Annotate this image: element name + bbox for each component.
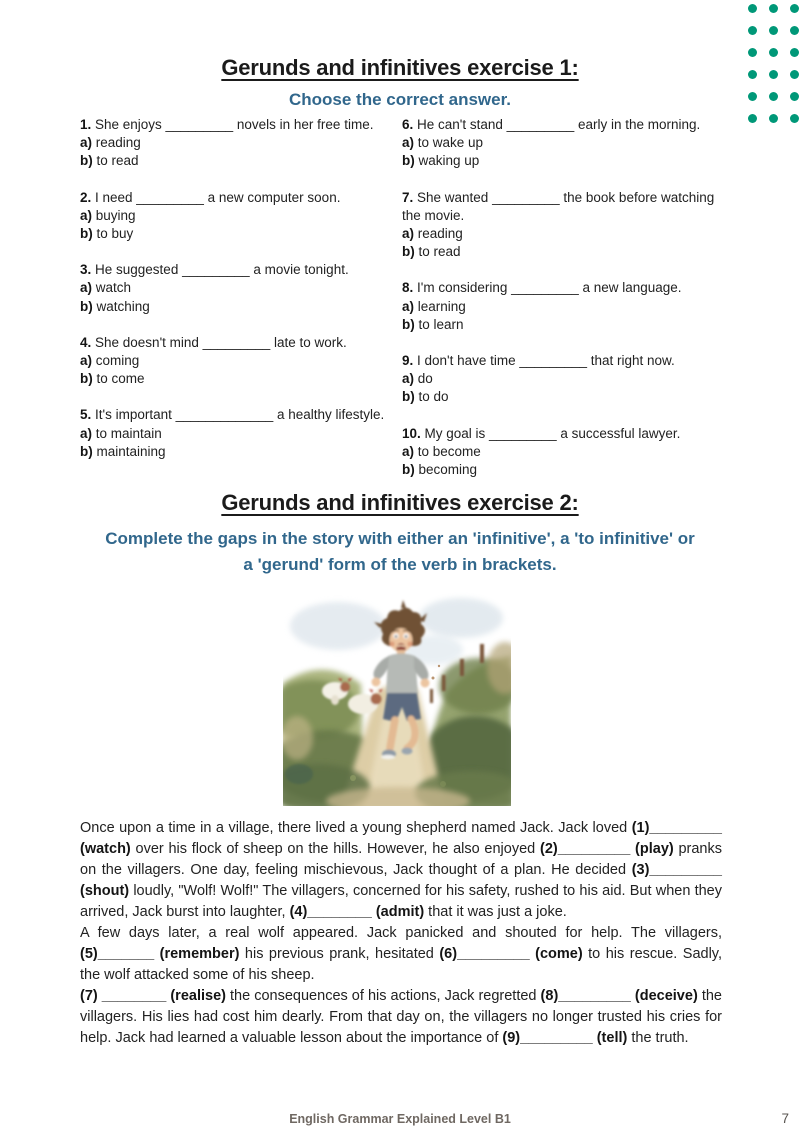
question-line: a) learning: [402, 298, 466, 314]
dot-icon: [769, 4, 778, 13]
question-line: 1. She enjoys _________ novels in her free time.: [80, 117, 374, 132]
question-block: [402, 352, 736, 407]
question-line: a) to maintain: [80, 425, 162, 441]
question-line: b) waking up: [402, 153, 480, 169]
dot-icon: [790, 26, 799, 35]
question-block: [80, 116, 402, 171]
questions-column-right: [402, 116, 736, 497]
story-paragraph: (7) ________ (realise) the consequences of his actions, Jack regretted (8)_________ (deceive) the villagers. His lies had cost him dearly. From that day on, the villagers no longer trusted his cries for help. Jack had learned a valuable lesson about the importance of (9)_________ (tell) the truth.: [80, 988, 722, 1046]
dot-icon: [769, 26, 778, 35]
story-paragraph: A few days later, a real wolf appeared. Jack panicked and shouted for help. The villagers, (5)_______ (remember) his previous prank, hesitated (6)_________ (come) to his rescue. Sadly, the wolf attacked some of his sheep.: [80, 925, 722, 983]
question-block: [80, 261, 402, 316]
question-block: [80, 406, 402, 461]
question-line: 6. He can't stand _________ early in the morning.: [402, 117, 701, 132]
question-block: [402, 279, 736, 334]
question-line: b) to come: [80, 371, 145, 387]
dot-icon: [790, 4, 799, 13]
exercise2-subtitle: Complete the gaps in the story with either an 'infinitive', a 'to infinitive' or a 'gerund' form of the verb in brackets.: [105, 529, 695, 574]
footer-title: English Grammar Explained Level B1: [289, 1112, 511, 1126]
dot-icon: [748, 114, 757, 123]
question-line: 2. I need _________ a new computer soon.: [80, 189, 341, 205]
page-number: 7: [781, 1111, 789, 1126]
question-line: 7. She wanted _________ the book before watching the movie.: [402, 189, 715, 223]
question-line: a) to become: [402, 443, 481, 459]
question-block: [80, 189, 402, 244]
question-line: b) watching: [80, 298, 150, 314]
question-line: a) to wake up: [402, 135, 484, 151]
story-illustration: [283, 588, 511, 806]
question-line: b) maintaining: [80, 443, 166, 459]
exercise1-title: Gerunds and infinitives exercise 1:: [221, 55, 579, 80]
question-block: [402, 425, 736, 480]
question-line: a) buying: [80, 207, 136, 223]
question-line: a) watch: [80, 280, 132, 296]
story-paragraph: Once upon a time in a village, there lived a young shepherd named Jack. Jack loved (1)_________ (watch) over his flock of sheep on the hills. However, he also enjoyed (2)_________ (play) pranks on the villagers. One day, feeling mischievous, Jack thought of a plan. He decided (3)_________ (shout) loudly, "Wolf! Wolf!" The villagers, concerned for his safety, rushed to his aid. But when they arrived, Jack burst into laughter, (4)________ (admit) that it was just a joke.: [80, 820, 722, 920]
watercolor-boy-running-image: [283, 588, 511, 806]
question-line: a) reading: [402, 226, 463, 242]
exercise2-title: Gerunds and infinitives exercise 2:: [221, 490, 579, 515]
question-block: [80, 334, 402, 389]
question-block: [402, 189, 736, 262]
dot-icon: [748, 26, 757, 35]
question-line: 3. He suggested _________ a movie tonight.: [80, 262, 349, 278]
question-line: a) do: [402, 371, 433, 387]
question-line: b) to do: [402, 389, 449, 405]
question-line: b) to learn: [402, 316, 464, 332]
question-line: a) coming: [80, 353, 140, 369]
question-line: a) reading: [80, 135, 141, 151]
exercise1-subtitle: Choose the correct answer.: [288, 90, 512, 109]
question-line: b) to buy: [80, 226, 134, 242]
questions-column-left: [80, 116, 402, 479]
story-text: [80, 818, 722, 1049]
question-line: b) to read: [80, 153, 139, 169]
question-line: 10. My goal is _________ a successful lawyer.: [402, 425, 681, 441]
dot-icon: [790, 114, 799, 123]
question-line: b) becoming: [402, 462, 478, 478]
question-line: 4. She doesn't mind _________ late to work.: [80, 334, 347, 350]
question-line: 5. It's important _____________ a healthy lifestyle.: [80, 407, 385, 423]
question-line: 8. I'm considering _________ a new language.: [402, 280, 682, 296]
question-line: 9. I don't have time _________ that right now.: [402, 353, 675, 369]
question-line: b) to read: [402, 244, 461, 260]
dot-icon: [748, 4, 757, 13]
dot-icon: [769, 114, 778, 123]
question-block: [402, 116, 736, 171]
